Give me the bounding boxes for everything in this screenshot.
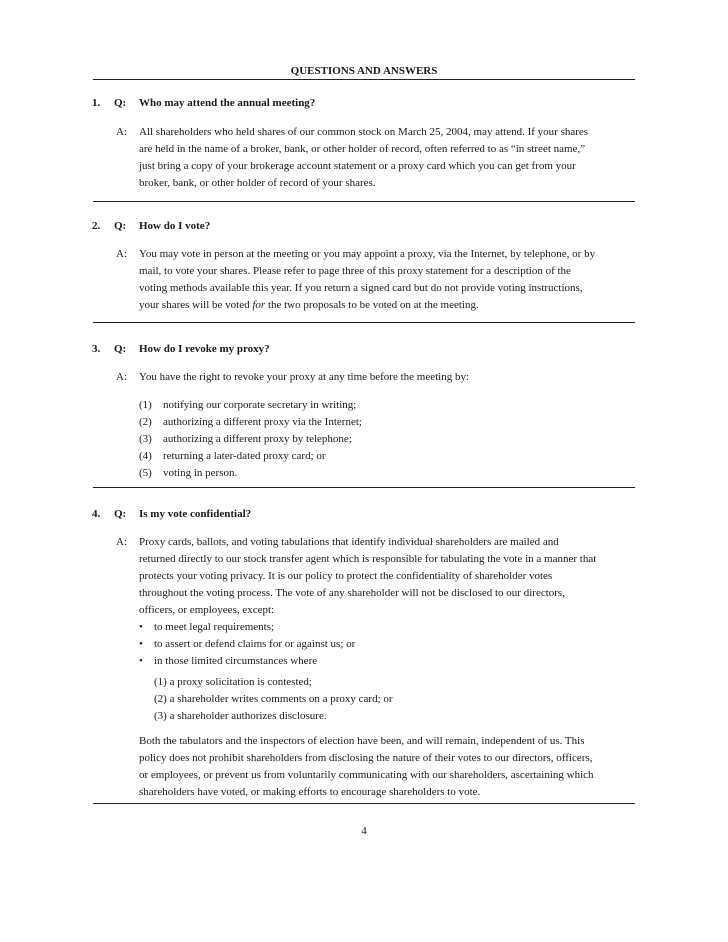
answer-line: are held in the name of a broker, bank, or other holder of record, often referred to as “in street name,”: [139, 143, 586, 155]
question-label: Q:: [114, 220, 127, 232]
list-item: [139, 431, 639, 448]
answer-line: You may vote in person at the meeting or you may appoint a proxy, via the Internet, by telephone, or by: [139, 248, 596, 260]
title-rule: [93, 79, 635, 80]
exception-bullets: [139, 619, 639, 670]
question-text: Who may attend the annual meeting?: [139, 97, 316, 109]
revoke-options-list: [139, 397, 639, 482]
answer-line: officers, or employees, except:: [139, 604, 275, 616]
list-text: returning a later-dated proxy card; or: [163, 450, 326, 462]
answer-2: [139, 246, 639, 314]
answer-label: A:: [116, 248, 127, 260]
list-marker: (2): [139, 416, 152, 428]
list-item: [139, 465, 639, 482]
bullet-marker: •: [139, 621, 143, 633]
question-number: 2.: [92, 220, 101, 232]
answer-line: shareholders have voted, or making efforts to encourage shareholders to vote.: [139, 786, 481, 798]
section-divider: [93, 201, 635, 202]
answer-line: protects your voting privacy. It is our policy to protect the confidentiality of shareholder votes: [139, 570, 553, 582]
answer-line: throughout the voting process. The vote of any shareholder will not be disclosed to our directors,: [139, 587, 565, 599]
answer-line: mail, to vote your shares. Please refer to page three of this proxy statement for a description of the: [139, 265, 571, 277]
list-text: notifying our corporate secretary in writing;: [163, 399, 357, 411]
list-item: [139, 397, 639, 414]
bullet-item: [139, 619, 639, 636]
answer-text: the two proposals to be voted on at the meeting.: [265, 299, 479, 311]
bullet-text: in those limited circumstances where: [154, 655, 318, 667]
answer-line: returned directly to our stock transfer agent which is responsible for tabulating the vote in a manner that: [139, 553, 597, 565]
answer-line: [139, 297, 639, 314]
answer-label: A:: [116, 536, 127, 548]
answer-line: broker, bank, or other holder of record of your shares.: [139, 177, 376, 189]
section-divider: [93, 322, 635, 323]
answer-text: your shares will be voted: [139, 299, 253, 311]
list-text: voting in person.: [163, 467, 238, 479]
bullet-marker: •: [139, 655, 143, 667]
bullet-item: [139, 636, 639, 653]
page-title: QUESTIONS AND ANSWERS: [290, 65, 438, 77]
bullet-marker: •: [139, 638, 143, 650]
sub-item: (3) a shareholder authorizes disclosure.: [154, 710, 327, 722]
list-marker: (5): [139, 467, 152, 479]
answer-line: Proxy cards, ballots, and voting tabulations that identify individual shareholders are mailed and: [139, 536, 559, 548]
list-item: [139, 414, 639, 431]
question-number: 3.: [92, 343, 101, 355]
question-text: How do I vote?: [139, 220, 211, 232]
list-text: authorizing a different proxy by telephone;: [163, 433, 352, 445]
question-label: Q:: [114, 343, 127, 355]
answer-line: just bring a copy of your brokerage account statement or a proxy card which you can get from your: [139, 160, 576, 172]
list-marker: (3): [139, 433, 152, 445]
bullet-text: to meet legal requirements;: [154, 621, 275, 633]
answer-4-closing: [139, 733, 639, 801]
bullet-item: [139, 653, 639, 670]
question-text: How do I revoke my proxy?: [139, 343, 270, 355]
question-label: Q:: [114, 97, 127, 109]
question-number: 4.: [92, 508, 101, 520]
answer-line: You have the right to revoke your proxy at any time before the meeting by:: [139, 371, 470, 383]
answer-line: Both the tabulators and the inspectors of election have been, and will remain, independent of us. This: [139, 735, 585, 747]
answer-4: [139, 534, 639, 619]
answer-line: policy does not prohibit shareholders from disclosing the nature of their votes to our directors, officers,: [139, 752, 593, 764]
answer-3-intro: [139, 369, 639, 386]
answer-1: [139, 124, 639, 192]
sub-item: (2) a shareholder writes comments on a proxy card; or: [154, 693, 393, 705]
emphasis-text: for: [252, 299, 266, 311]
page-number: 4: [361, 825, 367, 837]
sub-item: (1) a proxy solicitation is contested;: [154, 676, 312, 688]
section-divider: [93, 803, 635, 804]
list-text: authorizing a different proxy via the Internet;: [163, 416, 362, 428]
question-label: Q:: [114, 508, 127, 520]
list-item: [139, 448, 639, 465]
question-text: Is my vote confidential?: [139, 508, 252, 520]
section-divider: [93, 487, 635, 488]
answer-line: voting methods available this year. If you return a signed card but do not provide voting instructions,: [139, 282, 583, 294]
answer-label: A:: [116, 126, 127, 138]
circumstance-list: [154, 674, 634, 725]
question-number: 1.: [92, 97, 101, 109]
answer-line: All shareholders who held shares of our common stock on March 25, 2004, may attend. If your shares: [139, 126, 589, 138]
bullet-text: to assert or defend claims for or against us; or: [154, 638, 356, 650]
list-marker: (1): [139, 399, 152, 411]
answer-line: or employees, or prevent us from voluntarily communicating with our shareholders, ascertaining which: [139, 769, 594, 781]
answer-label: A:: [116, 371, 127, 383]
list-marker: (4): [139, 450, 152, 462]
